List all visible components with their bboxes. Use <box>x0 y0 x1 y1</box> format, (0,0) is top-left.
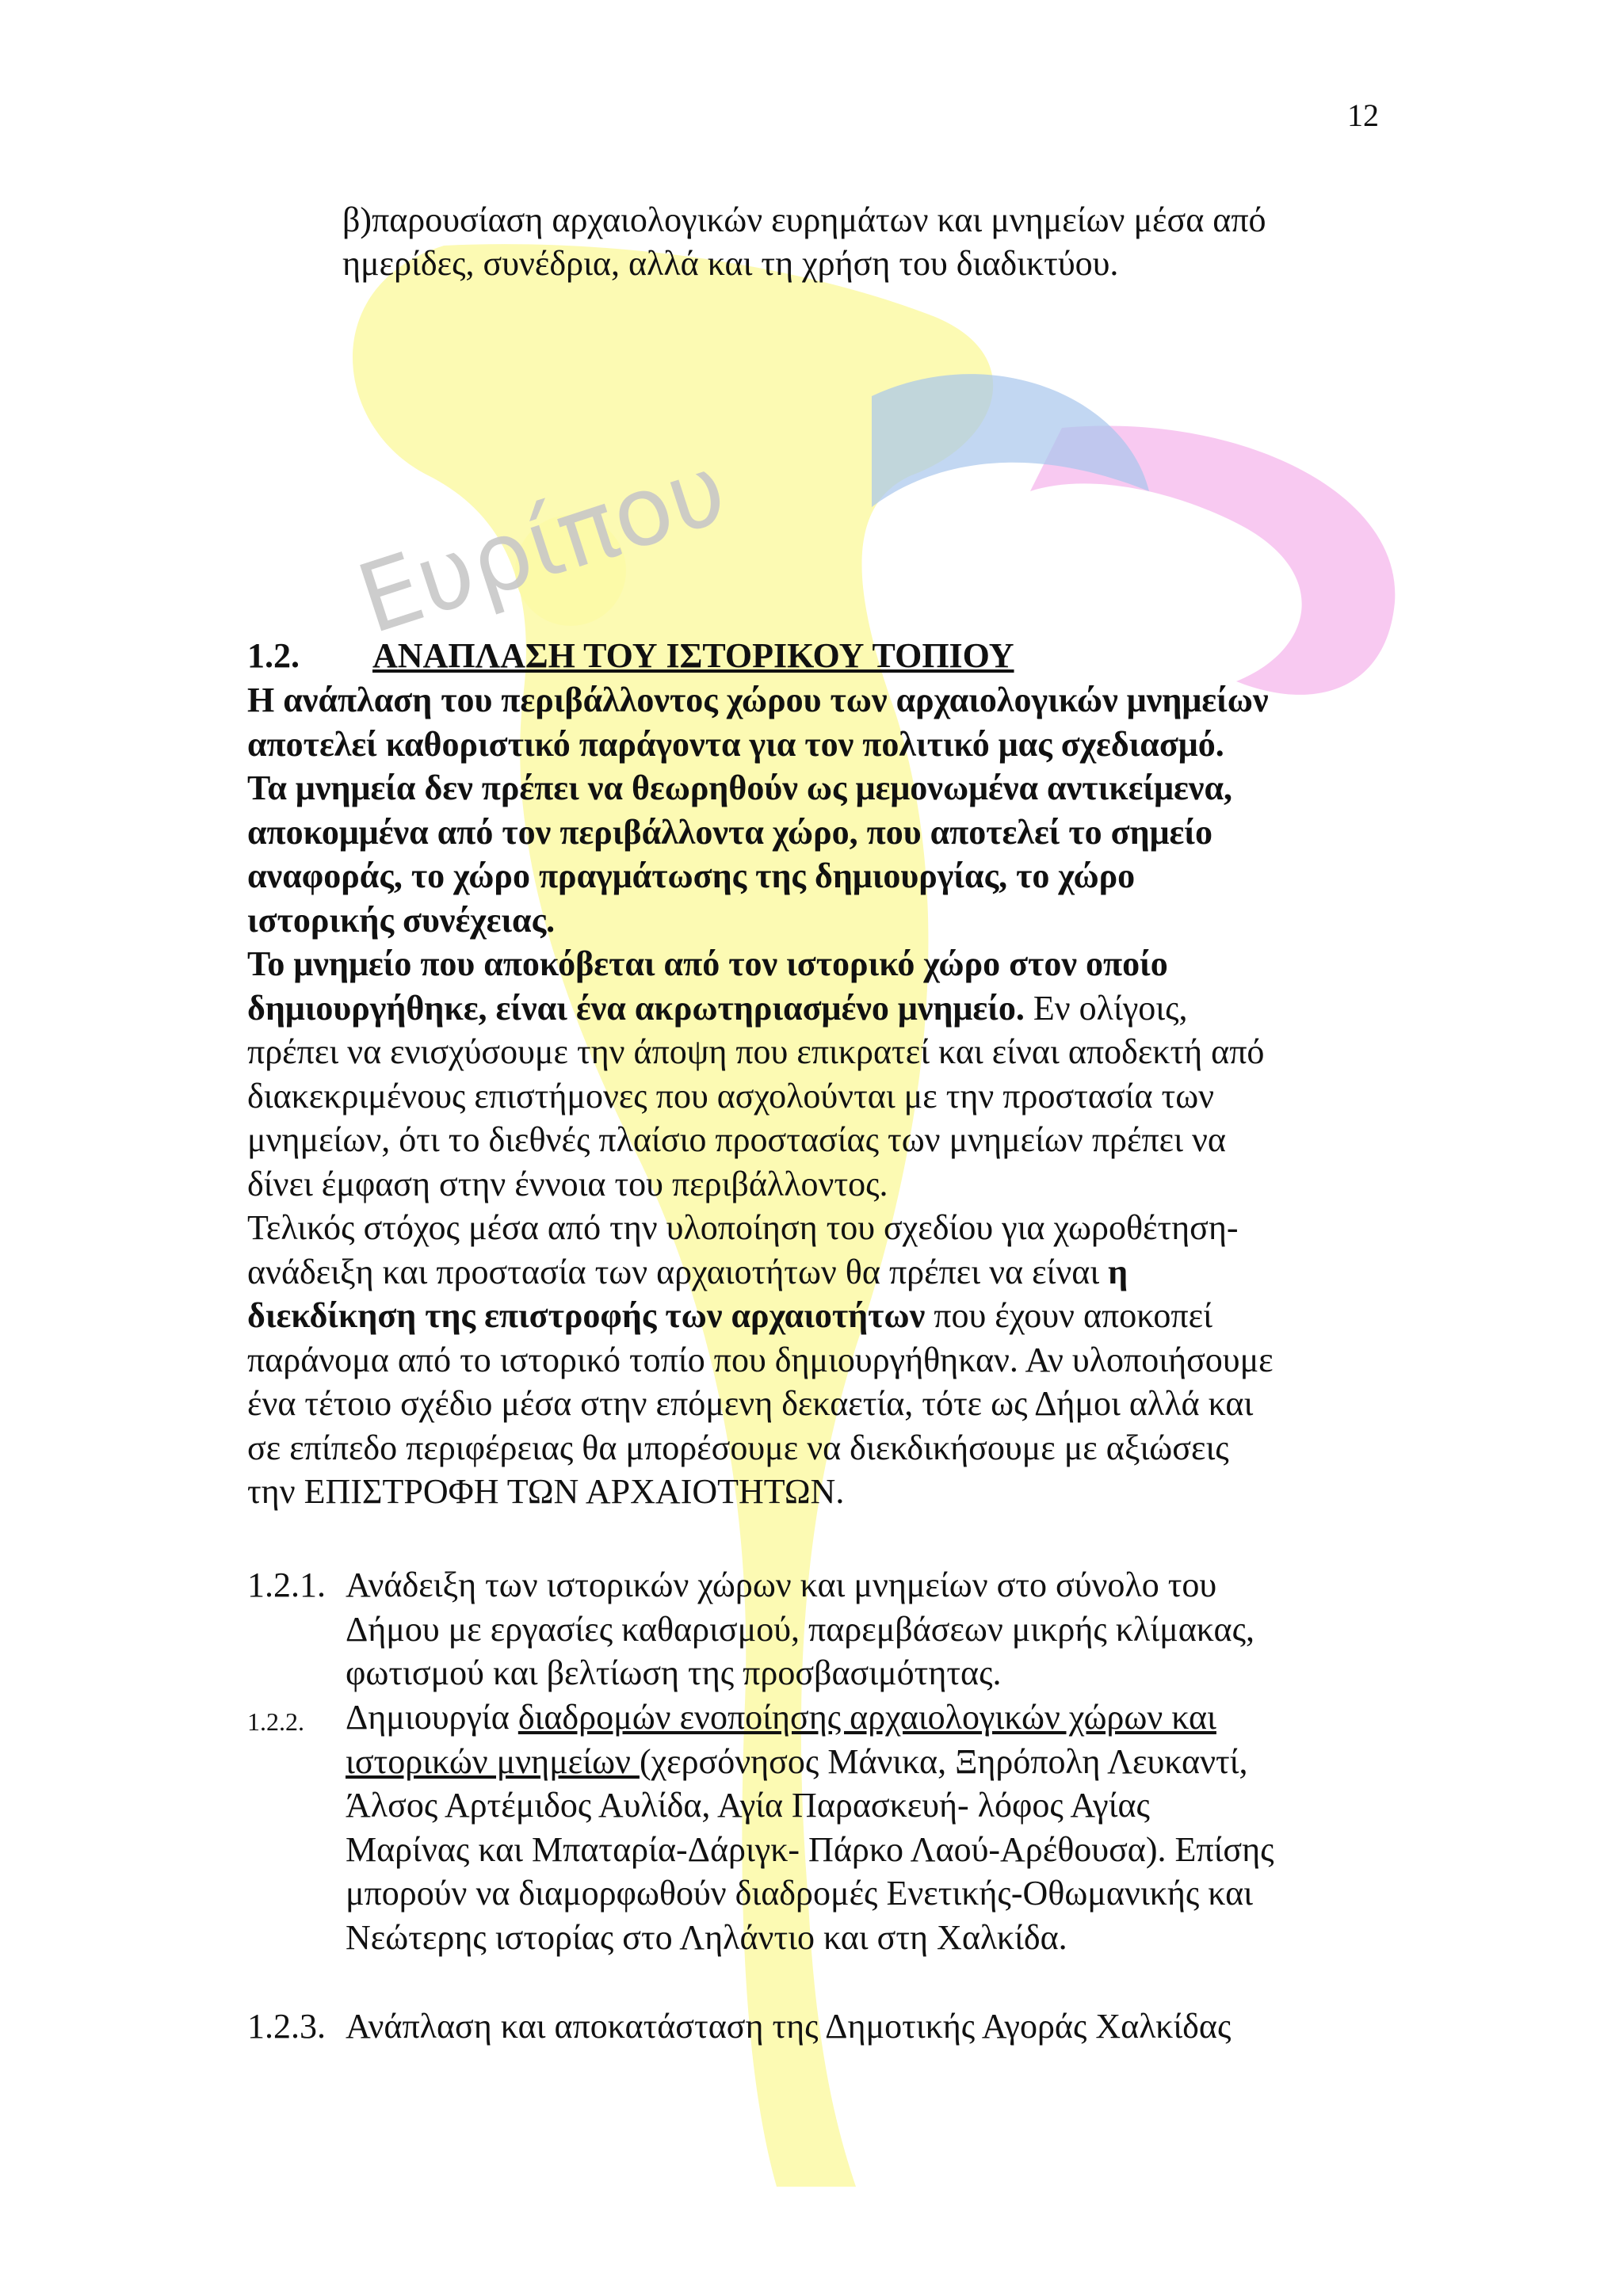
section-number: 1.2. <box>247 636 300 675</box>
text-line: Ανάδειξη των ιστορικών χώρων και μνημείων στο σύνολο του <box>346 1566 1217 1604</box>
section-heading <box>247 634 1014 677</box>
text-line: Τελικός στόχος μέσα από την υλοποίηση του σχεδίου για χωροθέτηση- <box>247 1208 1239 1247</box>
text-line: αναφοράς, το χώρο πραγμάτωσης της δημιουργίας, το χώρο <box>247 856 1136 895</box>
text-line: την ΕΠΙΣΤΡΟΦΗ ΤΩΝ ΑΡΧΑΙΟΤΗΤΩΝ. <box>247 1472 845 1511</box>
page-number: 12 <box>1347 97 1379 133</box>
text-line: Ανάπλαση και αποκατάσταση της Δημοτικής Αγοράς Χαλκίδας <box>346 2007 1232 2046</box>
item-text <box>346 1563 1388 1695</box>
text-underlined: διαδρομών ενοποίησης αρχαιολογικών χώρων και <box>517 1698 1216 1737</box>
text-underlined: ιστορικών μνημείων <box>346 1741 640 1781</box>
text-line: σε επίπεδο περιφέρειας θα μπορέσουμε να διεκδικήσουμε με αξιώσεις <box>247 1428 1229 1467</box>
text-bold: διεκδίκηση της επιστροφής των αρχαιοτήτων <box>247 1296 926 1335</box>
text-line: Τα μνημεία δεν πρέπει να θεωρηθούν ως μεμονωμένα αντικείμενα, <box>247 769 1233 807</box>
text-line: Άλσος Αρτέμιδος Αυλίδα, Αγία Παρασκευή- λόφος Αγίας <box>346 1786 1150 1825</box>
paragraph-3 <box>247 1206 1388 1514</box>
text-line: μπορούν να διαμορφωθούν διαδρομές Ενετικής-Οθωμανικής και <box>346 1874 1253 1913</box>
text-line: αποτελεί καθοριστικό παράγοντα για τον πολιτικό μας σχεδιασμό. <box>247 724 1224 764</box>
text-run: (χερσόνησος Μάνικα, Ξηρόπολη Λευκαντί, <box>639 1741 1248 1781</box>
text-line: Το μνημείο που αποκόβεται από τον ιστορικό χώρο στον οποίο <box>247 944 1168 983</box>
item-text <box>346 2004 1388 2049</box>
bold-paragraph <box>247 678 1388 942</box>
text-line: Νεώτερης ιστορίας στο Ληλάντιο και στη Χαλκίδα. <box>346 1917 1067 1957</box>
text-line: παράνομα από το ιστορικό τοπίο που δημιουργήθηκαν. Αν υλοποιήσουμε <box>247 1340 1274 1379</box>
text-line: μνημείων, ότι το διεθνές πλαίσιο προστασίας των μνημείων πρέπει να <box>247 1120 1226 1159</box>
watermark-text: Ευρίπου <box>346 433 739 656</box>
item-text <box>346 1695 1388 1959</box>
paragraph-2 <box>247 942 1388 1206</box>
text-line: φωτισμού και βελτίωση της προσβασιμότητας. <box>346 1653 1002 1692</box>
text-run: ανάδειξη και προστασία των αρχαιοτήτων θα πρέπει να είναι <box>247 1252 1109 1291</box>
item-number: 1.2.2. <box>247 1707 304 1736</box>
section-body <box>247 678 1388 1514</box>
text-bold: δημιουργήθηκε, είναι ένα ακρωτηριασμένο μνημείο. <box>247 988 1025 1028</box>
item-number: 1.2.1. <box>247 1566 326 1604</box>
text-line: Μαρίνας και Μπαταρία-Δάριγκ- Πάρκο Λαού-Αρέθουσα). Επίσης <box>346 1829 1274 1869</box>
text-line: αποκομμένα από τον περιβάλλοντα χώρο, που αποτελεί το σημείο <box>247 812 1212 852</box>
text-line: β)παρουσίαση αρχαιολογικών ευρημάτων και μνημείων μέσα από <box>342 200 1266 239</box>
text-line: πρέπει να ενισχύσουμε την άποψη που επικρατεί και είναι αποδεκτή από <box>247 1032 1265 1071</box>
text-bold: η <box>1108 1252 1128 1291</box>
intro-paragraph <box>342 198 1388 285</box>
section-title: ΑΝΑΠΛΑΣΗ ΤΟΥ ΙΣΤΟΡΙΚΟΥ ΤΟΠΙΟΥ <box>372 636 1014 675</box>
text-line: ένα τέτοιο σχέδιο μέσα στην επόμενη δεκαετία, τότε ως Δήμοι αλλά και <box>247 1384 1254 1423</box>
text-run: που έχουν αποκοπεί <box>925 1296 1212 1335</box>
text-run: Δημιουργία <box>346 1698 518 1737</box>
text-run: Εν ολίγοις, <box>1024 988 1188 1028</box>
text-line: ιστορικής συνέχειας. <box>247 900 556 940</box>
text-line: Δήμου με εργασίες καθαρισμού, παρεμβάσεων μικρής κλίμακας, <box>346 1609 1255 1649</box>
text-line: δίνει έμφαση στην έννοια του περιβάλλοντος. <box>247 1164 888 1203</box>
item-number: 1.2.3. <box>247 2007 326 2046</box>
text-line: Η ανάπλαση του περιβάλλοντος χώρου των αρχαιολογικών μνημείων <box>247 681 1269 719</box>
text-line: διακεκριμένους επιστήμονες που ασχολούνται με την προστασία των <box>247 1076 1215 1116</box>
text-line: ημερίδες, συνέδρια, αλλά και τη χρήση του διαδικτύου. <box>342 244 1119 283</box>
